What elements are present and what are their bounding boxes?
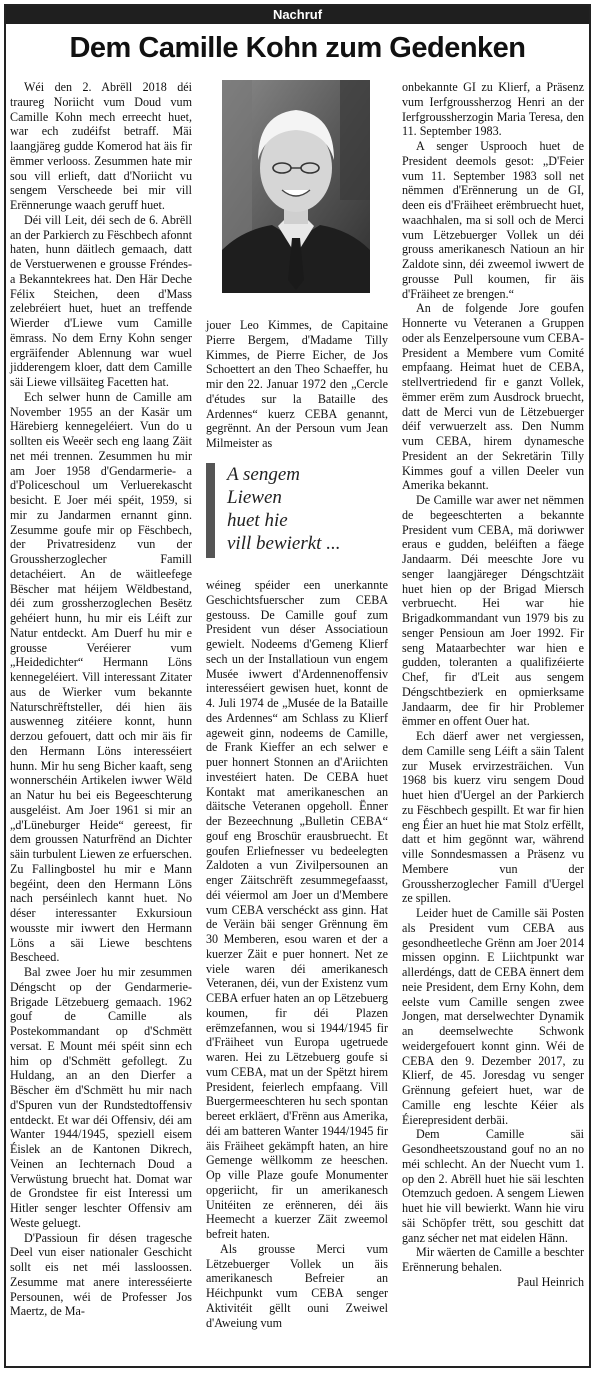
pull-quote-line: Liewen bbox=[227, 487, 282, 508]
pull-quote bbox=[206, 463, 388, 558]
portrait-photo bbox=[222, 80, 370, 293]
paragraph: onbekannte GI zu Klierf, a Präsenz vum Ierfgroussherzog Henri an der Ierfgroussherzogin Maria Teresa, den 11. September 1983. bbox=[402, 80, 584, 139]
column-3 bbox=[402, 80, 584, 1290]
paragraph: Mir wäerten de Camille a beschter Erënnerung behalen. bbox=[402, 1245, 584, 1274]
paragraph: De Camille war awer net nëmmen de begeeschterten a bekannte President vum CEBA, mä doriwwer eraus e gudden, beléiften a fäege Jandaarm. Déi meeschte Jore vu senger laangjäreger Déngschtzäit huet hien op der Brigad Miersch verbruecht. Hei war hie Brigadkommandant vun 1979 bis zu senger Pensioun am Joer 1992. Fir seng Mataarbechter war hien e gudden, toleranten a qualifizéierte Chef, fir d'Leit aus sengem Déngschtbezierk en opmierksame Jandaarm, dee fir hir Problemer ëmmer en offent Ouer hat. bbox=[402, 493, 584, 729]
paragraph: D'Passioun fir désen tragesche Deel vun eiser nationaler Geschicht sollt eis net méi lassloossen. Zesumme mat anere interesséierte Persounen, wéi de Professer Jos Maertz, de Ma- bbox=[10, 1230, 192, 1319]
paragraph: Leider huet de Camille säi Posten als President vum CEBA aus gesondheetleche Grënn am Joer 2014 missen opginn. E Liichtpunkt war allerdéngs, datt de CEBA ënnert dem neie President, dem Erny Kohn, dem eelste vum Camille sengen zwee Jongen, mat derselwechter Dynamik an deemselwechte Schwonk weidergefouert konnt ginn. Wéi de CEBA den 9. Dezember 2017, zu Klierf, de 45. Joresdag vu senger Grënnung gefeiert huet, war de Camille eng leschte Kéier als Éierepresident derbäi. bbox=[402, 906, 584, 1127]
column-2-bottom bbox=[206, 578, 388, 1330]
paragraph: wéineg spéider een unerkannte Geschichtsfuerscher zum CEBA gestouss. De Camille gouf zum President vun déser Associatioun gewielt. Nodeems d'Gemeng Klierf sech un der Installatioun vun engem Musée iwwert d'Ardennenoffensiv interesséiert gewisen huet, konnt de 4. Juli 1974 de „Musée de la Bataille des Ardennes“ am Schlass zu Klierf ageweit ginn, nodeems de Camille, de Frank Kieffer an ech selwer e puer honnert Stonnen an d'Ariichten investéiert haten. De CEBA huet Kontakt mat amerikaneschen an däitsche Veteranen opgeholl. Ënner der Bezeechnung „Bulletin CEBA“ gouf eng Broschür erausbruecht. Et goufen Erliefnesser vu bedeelegten Zaldoten a vun Zivilpersounen an enger Zäitschrëft zesummegefaasst, déi véiermol am Joer un d'Membere vum CEBA verschéckt ass ginn. Hat de Veräin bäi senger Grënnung ëm 30 Memberen, esou waren et der a kuerzer Zäit e puer honnert. Net ze viele waren déi amerikanesch Veteranen, déi, vun der Existenz vum CEBA erfuer haten an op Lëtzebuerg koumen, fir déi Plazen erëmzefannen, wou si 1944/1945 fir d'Fräiheet vun Europa ugetruede waren. Hei zu Lëtzebuerg goufe si vum CEBA, mat un der Spëtzt hirem President, feierlech empfaang. Vill Buergermeeschteren hu sech spontan bereet erkläert, d'Frënn aus Amerika, déi am batteren Wanter 1944/1945 fir äis Fräiheet gekämpft haten, an hire Gemenge wëllkomm ze heeschen. Op ville Plaze goufe Monumenter opgeriicht, fir un amerikanesch Unitéiten ze erënneren, déi äis Heemecht a kuerzer Zäit zweemol befreit haten. bbox=[206, 578, 388, 1241]
pull-quote-line: huet hie bbox=[227, 510, 288, 531]
paragraph: Dem Camille säi Gesondheetszoustand gouf no an no méi schlecht. An der Nuecht vum 1. op den 2. Abrëll huet hie säi leschten Otemzuch gedoen. A sengem Liewen huet hie vill bewierkt. Wann hie viru säi Schöpfer trëtt, sou geschitt dat ganz sécher net mat eidelen Hänn. bbox=[402, 1127, 584, 1245]
paragraph: Ech däerf awer net vergiessen, dem Camille seng Léift a säin Talent zur Musek ervirzesträichen. Vun 1968 bis kuerz viru sengem Doud huet hien d'Uergel an der Parkierch zu Fëschbech gespillt. Et war fir hien eng Éier an huet hie mat Stolz erfëllt, datt et him gegönnt war, während ville Sonndesmassen a Präsenz vu Membere vun der Groussherzoglecher Famill d'Uergel ze spillen. bbox=[402, 729, 584, 906]
paragraph: An de folgende Jore goufen Honnerte vu Veteranen a Gruppen oder als Eenzelpersoune vum CEBA-President a Membere vum Comité empfaang. Heimat huet de CEBA, stellvertriedend fir e ganzt Vollek, ëmmer erëm zum Ausdrock bruecht, datt de Merci vun de Lëtzebuerger déif verwuerzelt ass. Den Numm vum CEBA, hirem dynamesche President an der Sekretärin Tilly Kimmes gouf a villen Deeler vun Amerika bekannt. bbox=[402, 301, 584, 493]
pull-quote-line: vill bewierkt ... bbox=[227, 533, 341, 554]
paragraph: Als grousse Merci vum Lëtzebuerger Vollek un äis amerikanesch Befreier an Héichpunkt vum CEBA senger Aktivitéit gëllt ouni Zweiwel d'Aweiung vum bbox=[206, 1241, 388, 1330]
paragraph: Ech selwer hunn de Camille am November 1955 an der Kasär um Härebierg kennegeléiert. Vun do u sollten eis Weeër sech eng laang Zäit net méi trennen. Zesummen hu mir am Joer 1958 d'Gendarmerie- a d'Policeschoul um Verluerekascht besicht. E Joer méi spéit, 1959, si mir zu Jandarmen ernannt ginn. Zesumme goufe mir op Fëschbech, der Privatresidenz vun der Groussherzoglecher Famill detachéiert. An de wäitleefege Bëscher mat héijem Wëldbestand, déi zum grossherzoglechen Besëtz gehéiert hunn, hu mir eis Léift zur Natur entdeckt. Am Duerf hu mir e grousse Veréierer vum „Heidedichter“ Hermann Löns kennegeléiert. Vill interessant Zitater aus de Wierker vum bekannte Naturschrëftsteller, déi hien äis auswenneg zitéiere konnt, hunn derzou gefouert, datt och mir äis fir den Hermann Löns interesséiert hunn. Mir hu seng Bicher kaaft, seng wonnerschéin Artikelen iwwer Wëld an Natur hu bei eis Begeeschterung ausgeléist. Am Joer 1961 si mir an „d'Lüneburger Heide“ gereest, fir dem groussen Naturfrënd an Dichter säin turbulent Liewen ze erfuerschen. Zu Fallingbostel hu mir e Mann begéint, deen den Hermann Löns nach perséinlech kannt huet. No déser interessanter Exkursioun wousste mir iwwert den Hermann Löns a säi Liewe beschtens Bescheed. bbox=[10, 389, 192, 965]
paragraph: Wéi den 2. Abrëll 2018 déi traureg Noriicht vum Doud vum Camille Kohn mech erreecht huet, war ech zudéifst betraff. Mäi laangjäreg gudde Komerod hat äis fir ëmmer verlooss. Zesummen hate mir sou vill erlieft, datt d'Noriicht vu sengem Verscheede bei mir vill Erënnerunge waach geruff huet. bbox=[10, 80, 192, 212]
paragraph: jouer Leo Kimmes, de Capitaine Pierre Bergem, d'Madame Tilly Kimmes, de Pierre Eicher, de Jos Schoettert an den Theo Schaeffer, hu mir den 22. Januar 1972 den „Cercle d'études sur la Bataille des Ardennes“ kuerz CEBA genannt, gegrënnt. An der Persoun vum Jean Milmeister as bbox=[206, 318, 388, 450]
author-byline: Paul Heinrich bbox=[517, 1274, 584, 1289]
paragraph: Bal zwee Joer hu mir zesummen Déngscht op der Gendarmerie-Brigade Lëtzebuerg gemaach. 1962 gouf de Camille als Postekommandant op d'Schmëtt versat. E Mount méi spéit sinn ech him op d'Schmëtt gefollegt. Zu Huldang, an an den Dierfer a Bëscher ëm d'Schmëtt hu mir nach d'Spuren vun der Rundstedtoffensiv entdeckt. Et war déi Offensiv, déi am Wanter 1944/1945, speziell eisem Éislek an de Kantonen Dikrech, Veinen an Iechternach Doud a Verwüstung bruecht hat. Domat war de Grondstee fir eist Interessi um Hitler senger leschter Offensiv am Weste geluegt. bbox=[10, 965, 192, 1230]
paragraph: Déi vill Leit, déi sech de 6. Abrëll an der Parkierch zu Fëschbech afonnt haten, hunn däitlech gemaach, datt de Verstuerwenen e grousse Fréndes- a Bekanntekrees hat. Den Här Deche Félix Steichen, deen d'Mass zelebréiert huet, huet an treffende Wierder d'Liewe vum Camille ëmrass. No dem Erny Kohn senger ergräifender Ablennung war wuel jidderengem kloer, datt dem Camille säi Liewe villsäiteg Facetten hat. bbox=[10, 212, 192, 389]
section-rubric: Nachruf bbox=[6, 6, 589, 24]
column-2-top bbox=[206, 318, 388, 451]
headline: Dem Camille Kohn zum Gedenken bbox=[69, 32, 526, 64]
column-1 bbox=[10, 80, 192, 1319]
pull-quote-line: A sengem bbox=[227, 464, 300, 485]
portrait-image bbox=[222, 80, 370, 293]
paragraph: A senger Usprooch huet de President deemols gesot: „D'Feier vum 11. September 1983 soll net nëmmen d'Erënnerung un de GI, deen eis d'Fräiheet erëmbruecht huet, waachhalen, ma si soll och de Merci vum Lëtzebuerger Vollek un déi grouss amerikanesch Natioun an hir Zaldote sinn, déi zweemol iwwert de grousse Pull koumen, fir äis d'Fräiheet ze brengen.“ bbox=[402, 139, 584, 301]
